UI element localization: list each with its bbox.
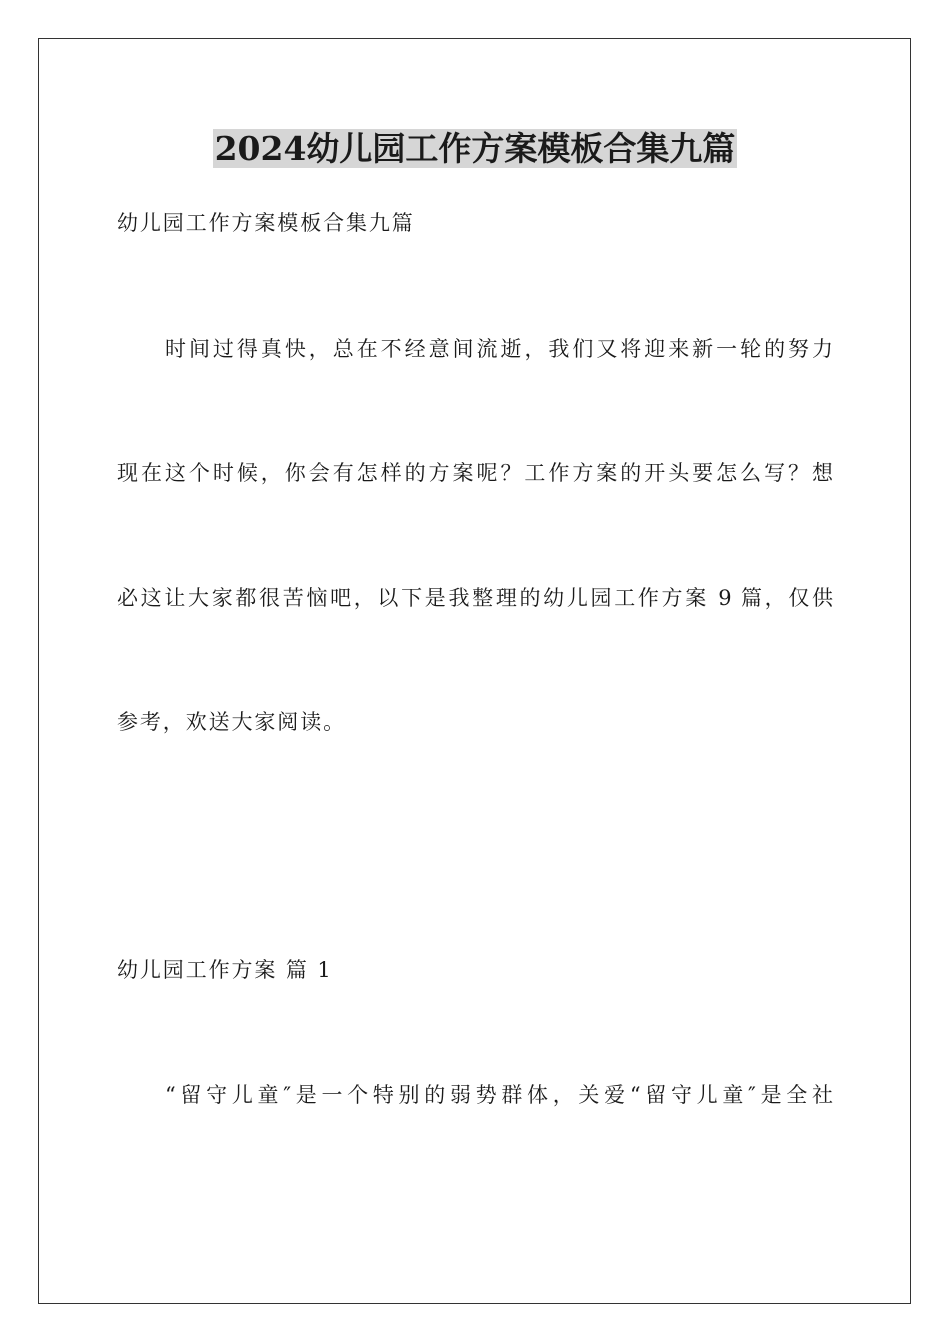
document-title [0,126,950,172]
section-paragraph-line-1: “留守儿童″是一个特别的弱势群体，关爱“留守儿童″是全社 [165,1083,833,1107]
document-subtitle: 幼儿园工作方案模板合集九篇 [117,211,415,235]
intro-paragraph-line-1: 时间过得真快，总在不经意间流逝，我们又将迎来新一轮的努力 [165,337,833,361]
intro-paragraph-line-4: 参考，欢送大家阅读。 [117,710,346,734]
intro-paragraph-line-3: 必这让大家都很苦恼吧，以下是我整理的幼儿园工作方案 9 篇，仅供 [117,586,833,610]
intro-paragraph-line-2: 现在这个时候，你会有怎样的方案呢？工作方案的开头要怎么写？想 [117,461,833,485]
section-heading: 幼儿园工作方案 篇 1 [117,958,333,982]
document-title-text: 2024幼儿园工作方案模板合集九篇 [214,129,736,168]
